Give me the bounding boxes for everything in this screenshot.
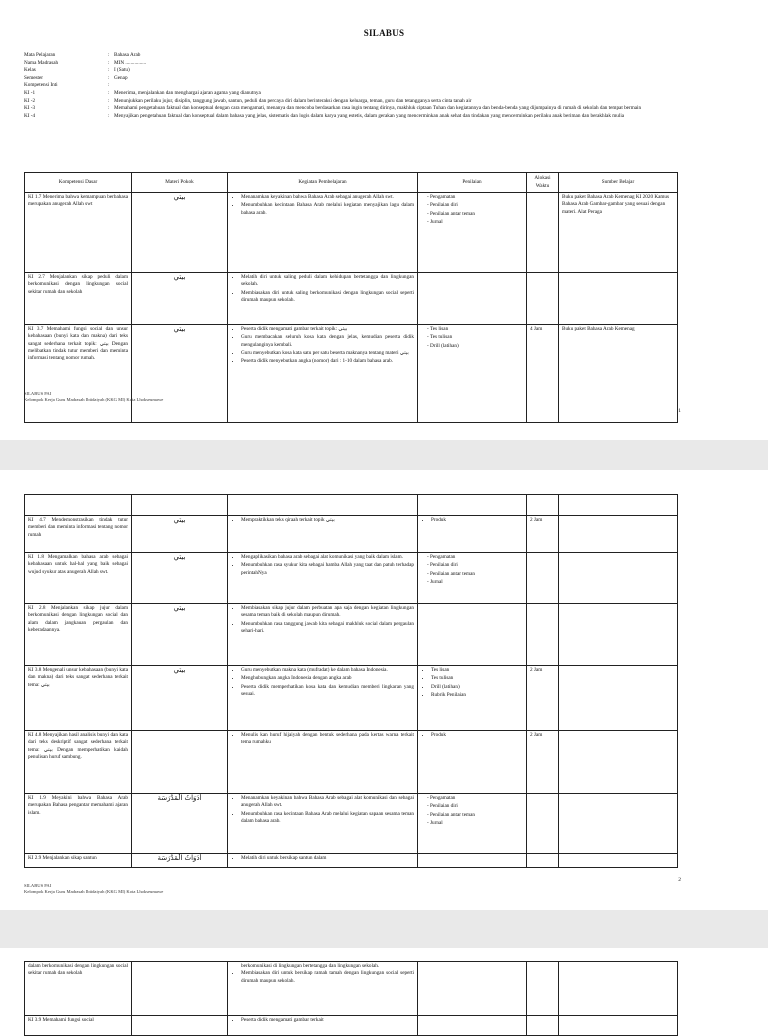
metadata-value: MIN ................	[114, 59, 147, 66]
bullet-list	[421, 667, 523, 699]
penilaian-cell	[418, 273, 527, 325]
kompetensi-dasar-cell: KI 2.7 Menjalankan sikap peduli dalam berkomunikasi dengan lingkungan social sekitar rumah dan sekolah	[25, 273, 132, 325]
bullet-list	[231, 732, 414, 747]
materi-pokok-cell: بيتي	[132, 666, 228, 731]
list-item: • Tes tulisan	[431, 675, 523, 682]
table-row	[25, 553, 678, 604]
kegiatan-pembelajaran-cell	[228, 325, 418, 423]
list-item: - Pengamatan	[427, 194, 523, 201]
page-footer	[24, 391, 163, 403]
materi-pokok-cell	[132, 962, 228, 1016]
alokasi-waktu-cell: 4 Jam	[527, 325, 559, 423]
list-item: • Peserta didik mengamati gambar terkait topik: بيتي	[241, 326, 414, 333]
materi-pokok-cell: بيتي	[132, 193, 228, 273]
list-item: • Menumbuhkan kecintaan Bahasa Arab melalui kegiatan menyajikan lagu dalam bahasa arab.	[241, 202, 414, 217]
alokasi-waktu-cell	[527, 1016, 559, 1036]
list-item: • Membiasakan diri untuk saling berkomunikasi dengan lingkungan social seperti dirumah maupun sekolah.	[241, 290, 414, 305]
bullet-list	[231, 605, 414, 635]
list-item: • Produk	[431, 517, 523, 524]
list-item: - Drill (latihan)	[427, 343, 523, 350]
bullet-list	[231, 517, 414, 524]
metadata-key: Nama Madrasah	[24, 59, 59, 66]
header-sumber-belajar: Sumber Belajar	[559, 173, 678, 193]
list-item: - Jurnal	[427, 219, 523, 226]
kegiatan-pembelajaran-cell	[228, 516, 418, 553]
list-item: • Mengaplikasikan bahasa arab sebagai alat komunikasi yang baik dalam islam.	[241, 554, 414, 561]
empty-header-row	[25, 495, 678, 516]
list-item: - Penilaian antar teman	[427, 211, 523, 218]
list-item: - Penilaian diri	[427, 803, 523, 810]
sumber-belajar-cell	[559, 516, 678, 553]
materi-pokok-cell: بيتي	[132, 604, 228, 666]
metadata-colon: :	[108, 82, 110, 89]
list-item: • Menumbuhkan rasa kecintaan Bahasa Arab melalui kegiatan sapaan sesama teman dalam bahasa arab.	[241, 811, 414, 826]
penilaian-cell	[418, 666, 527, 731]
bullet-list	[231, 855, 414, 862]
list-item: - Tes lisan	[427, 326, 523, 333]
sumber-belajar-cell	[559, 666, 678, 731]
alokasi-waktu-cell	[527, 604, 559, 666]
metadata-key: Kelas	[24, 67, 36, 74]
alokasi-waktu-cell: 2 Jam	[527, 666, 559, 731]
list-item: - Jurnal	[427, 579, 523, 586]
kompetensi-dasar-cell: KI 2.9 Menjalankan sikap santun	[25, 854, 132, 868]
penilaian-cell	[418, 794, 527, 854]
sumber-belajar-cell	[559, 962, 678, 1016]
penilaian-cell	[418, 193, 527, 273]
metadata-row	[24, 82, 744, 90]
table-row	[25, 193, 678, 273]
kegiatan-pembelajaran-cell	[228, 666, 418, 731]
document-page-3	[0, 948, 768, 1024]
kegiatan-pembelajaran-cell	[228, 273, 418, 325]
alokasi-waktu-cell	[527, 193, 559, 273]
kegiatan-pembelajaran-cell	[228, 794, 418, 854]
materi-pokok-cell	[132, 731, 228, 794]
document-page-1	[0, 0, 768, 440]
penilaian-cell	[418, 1016, 527, 1036]
kegiatan-pembelajaran-cell	[228, 553, 418, 604]
bullet-list	[421, 795, 523, 827]
penilaian-cell	[418, 553, 527, 604]
kegiatan-pembelajaran-cell	[228, 731, 418, 794]
kompetensi-dasar-cell: KI 1.8 Mengamalkan bahasa arab sebagai kebahasaan untuk hal-hal yang baik sebagai wujud syukur atas anugerah Allah swt.	[25, 553, 132, 604]
sumber-belajar-cell	[559, 553, 678, 604]
footer-title: SILABUS PAI	[24, 391, 52, 396]
list-item: • Membiasakan sikap jujur dalam perbuatan apa saja dengan kegiatan lingkungan sesama teman baik di sekolah maupun dirumah.	[241, 605, 414, 620]
kegiatan-pembelajaran-cell	[228, 193, 418, 273]
table-row	[25, 516, 678, 553]
materi-pokok-cell: بيتي	[132, 553, 228, 604]
page-separator	[0, 440, 768, 470]
kompetensi-dasar-cell: KI 1.9 Meyakini bahwa Bahasa Arab merupakan Bahasa pengantar memahami ajaran islam.	[25, 794, 132, 854]
metadata-colon: :	[108, 97, 110, 104]
page-number: 2	[678, 877, 681, 883]
list-item: • Guru menyebutkan makna kata (mufradat) ke dalam bahasa Indonesia.	[241, 667, 414, 674]
metadata-key: Kompetensi Inti	[24, 82, 58, 89]
metadata-key: KI -1	[24, 89, 36, 96]
page-number: 1	[678, 408, 681, 414]
list-item: • Rubrik Penilaian	[431, 692, 523, 699]
list-item: - Pengamatan	[427, 795, 523, 802]
bullet-list	[421, 732, 523, 739]
metadata-colon: :	[108, 67, 110, 74]
bullet-list	[231, 1017, 414, 1024]
list-item: - Penilaian antar teman	[427, 571, 523, 578]
metadata-key: KI -2	[24, 97, 36, 104]
list-item: - Jurnal	[427, 820, 523, 827]
metadata-colon: :	[108, 59, 110, 66]
header-kompetensi-dasar: Kompetensi Dasar	[25, 173, 132, 193]
list-item: • Menghubungkan angka Indonesia dengan angka arab	[241, 675, 414, 682]
alokasi-waktu-cell	[527, 794, 559, 854]
metadata-colon: :	[108, 74, 110, 81]
metadata-value	[114, 82, 744, 90]
header-materi-pokok: Materi Pokok	[132, 173, 228, 193]
metadata-colon: :	[108, 52, 110, 58]
metadata-key: Mata Pelajaran	[24, 52, 56, 58]
list-item: • Mempraktikkan teks qiraah terkait topik بيتي	[241, 517, 414, 524]
materi-pokok-cell: بيتي	[132, 325, 228, 423]
list-item: • Melatih diri untuk saling peduli dalam kehidupan bertetangga dan lingkungan sekolah.	[241, 274, 414, 289]
bullet-list	[231, 274, 414, 304]
header-kegiatan-pembelajaran: Kegiatan Pembelajaran	[228, 173, 418, 193]
list-item: • Menumbuhkan rasa tanggung jawab kita sebagai makhluk social dalam pergaulan sehari-hari.	[241, 621, 414, 636]
bullet-list	[421, 194, 523, 226]
metadata-colon: :	[108, 105, 110, 112]
footer-title: SILABUS PAI	[24, 883, 52, 888]
table-header-row	[25, 173, 678, 193]
bullet-list	[421, 326, 523, 350]
sumber-belajar-cell	[559, 794, 678, 854]
kegiatan-pembelajaran-cell	[228, 962, 418, 1016]
metadata-key: Semester	[24, 74, 44, 81]
alokasi-waktu-cell	[527, 273, 559, 325]
kompetensi-dasar-cell: KI 4.7 Mendemonstrasikan tindak tutur memberi dan meminta informasi tentang nomor rumah	[25, 516, 132, 553]
list-item: • Melatih diri untuk bersikap santun dalam	[241, 855, 414, 862]
syllabus-table-page-1	[24, 172, 678, 423]
header-penilaian: Penilaian	[418, 173, 527, 193]
list-item: • Drill (latihan)	[431, 684, 523, 691]
metadata-row	[24, 67, 744, 75]
kompetensi-dasar-cell: dalam berkomunikasi dengan lingkungan social sekitar rumah dan sekolah	[25, 962, 132, 1016]
document-title: SILABUS	[363, 28, 405, 38]
alokasi-waktu-cell: 2 Jam	[527, 516, 559, 553]
footer-organization: Kelompok Kerja Guru Madrasah Ibtidaiyah (KKG MI) Kota Lhokseumawe	[24, 397, 164, 402]
syllabus-table-page-2	[24, 494, 678, 868]
penilaian-cell	[418, 962, 527, 1016]
list-item: • Menanamkan keyakinan bahwa Bahasa Arab sebagai alat komunikasi dan sebagai anugerah Allah swt.	[241, 795, 414, 810]
alokasi-waktu-cell	[527, 854, 559, 868]
bullet-list	[231, 795, 414, 825]
kompetensi-dasar-cell: KI 4.8 Menyajikan hasil analisis bunyi dan kata dari teks deskriptif sangat sederhana terkait tema: بيتي Dengan memperhatikan kaidah penulisan huruf sambung.	[25, 731, 132, 794]
list-item: - Pengamatan	[427, 554, 523, 561]
table-row	[25, 962, 678, 1016]
bullet-list	[231, 554, 414, 577]
header-alokasi-waktu: Alokasi Waktu	[527, 173, 559, 193]
footer-organization: Kelompok Kerja Guru Madrasah Ibtidaiyah (KKG MI) Kota Lhokseumawe	[24, 889, 164, 894]
penilaian-cell	[418, 604, 527, 666]
table-row	[25, 604, 678, 666]
sumber-belajar-cell	[559, 604, 678, 666]
metadata-colon: :	[108, 89, 110, 96]
materi-pokok-cell: بيتي	[132, 516, 228, 553]
document-page-2	[0, 470, 768, 910]
metadata-row	[24, 60, 744, 68]
page-separator	[0, 910, 768, 948]
metadata-value: Bahasa Arab	[114, 52, 141, 58]
metadata-row	[24, 52, 744, 60]
materi-pokok-cell: بيتي	[132, 273, 228, 325]
list-item: • Menumbuhkan rasa syukur kita sebagai hamba Allah yang taat dan patuh terhadap perintahNya	[241, 562, 414, 577]
table-row	[25, 1016, 678, 1036]
list-item: • Guru membacakan seluruh kosa kata dengan jelas, kemudian peserta didik mengulanginya kembali.	[241, 334, 414, 349]
materi-pokok-cell: أَدَوَاتُ الْمَدْرَسَة	[132, 794, 228, 854]
metadata-value: Memahami pengetahuan faktual dan konseptual dengan cara mengamati, menanya dan mencoba berdasarkan rasa ingin tentang dirinya, makhluk ciptaan Tuhan dan kegiatannya dan benda-benda yang dijumpainya di rumah di sekolah dan tempat bermain	[114, 105, 642, 112]
list-item: • Peserta didik menyebutkan angka (nomor) dari : 1-10 dalam bahasa arab.	[241, 358, 414, 365]
list-item: - Tes tulisan	[427, 334, 523, 341]
bullet-list	[231, 326, 414, 365]
list-item: - Penilaian diri	[427, 562, 523, 569]
metadata-colon: :	[108, 112, 110, 119]
list-item: • Tes lisan	[431, 667, 523, 674]
kompetensi-dasar-cell: KI 3.9 Memahami fungsi social	[25, 1016, 132, 1036]
kompetensi-dasar-cell: KI 2.8 Menjalankan sikap jujur dalam berkomunikasi dengan lingkungan social dan alam dalam jangkauan pergaulan dan keberadaannya.	[25, 604, 132, 666]
sumber-belajar-cell: Buku paket Bahasa Arab Kemenag KI 2020 Kamus Bahasa Arab Gambar-gambar yang sesuai dengan materi. Alat Peraga	[559, 193, 678, 273]
list-item: • Peserta didik memperhatikan kosa kata dan kemudian memberi lingkaran yang sesuai.	[241, 684, 414, 699]
metadata-key: KI -4	[24, 112, 36, 119]
alokasi-waktu-cell	[527, 553, 559, 604]
kompetensi-dasar-cell: KI 3.8 Mengenali unsur kebahasaan (bunyi kata dan makna) dari teks sangat sederhana terkait tema: بيتي	[25, 666, 132, 731]
list-item: • Membiasakan diri untuk bersikap ramah tamah dengan lingkungan social seperti dirumah maupun sekolah.	[241, 970, 414, 985]
bullet-list	[421, 517, 523, 524]
metadata-row	[24, 75, 744, 83]
sumber-belajar-cell	[559, 1016, 678, 1036]
penilaian-cell	[418, 731, 527, 794]
table-row	[25, 854, 678, 868]
kegiatan-continued-text: berkomunikasi di lingkungan bertetangga dan lingkungan sekolah.	[241, 963, 380, 969]
kegiatan-pembelajaran-cell	[228, 604, 418, 666]
kegiatan-pembelajaran-cell	[228, 854, 418, 868]
bullet-list	[231, 667, 414, 698]
list-item: • Menanamkan keyakinan bahwa Bahasa Arab sebagai anugerah Allah swt.	[241, 194, 414, 201]
metadata-row	[24, 105, 744, 113]
kompetensi-dasar-cell: KI 3.7 Memahami fungsi social dan unsur kebahasaan (bunyi kata dan makna) dari teks sangat sederhana terkait topik: بيتي Dengan melibatkan tindak tutur memberi dan meminta informasi tentang nomor rumah.	[25, 325, 132, 423]
list-item: • Menulis kan huruf hijaiyah dengan bentuk sederhana pada kertas warna terkait tema rumahku	[241, 732, 414, 747]
list-item: • Peserta didik mengamati gambar terkait	[241, 1017, 414, 1024]
alokasi-waktu-cell	[527, 962, 559, 1016]
sumber-belajar-cell	[559, 273, 678, 325]
metadata-key: KI -3	[24, 105, 36, 112]
metadata-row	[24, 113, 744, 121]
list-item: • Produk	[431, 732, 523, 739]
bullet-list	[231, 194, 414, 217]
alokasi-waktu-cell: 2 Jam	[527, 731, 559, 794]
kompetensi-dasar-cell: KI 1.7 Menerima bahwa kemampuan berbahasa merupakan anugerah Allah swt	[25, 193, 132, 273]
sumber-belajar-cell: Buku paket Bahasa Arab Kemenag	[559, 325, 678, 423]
penilaian-cell	[418, 854, 527, 868]
page-footer	[24, 883, 163, 895]
penilaian-cell	[418, 516, 527, 553]
sumber-belajar-cell	[559, 854, 678, 868]
syllabus-table-page-3	[24, 961, 678, 1036]
table-row	[25, 666, 678, 731]
list-item: • Guru menyebutkan kosa kata satu per satu beserta maknanya tentang materi بيتي	[241, 350, 414, 357]
kegiatan-pembelajaran-cell	[228, 1016, 418, 1036]
table-row	[25, 731, 678, 794]
materi-pokok-cell: أَدَوَاتُ الْمَدْرَسَة	[132, 854, 228, 868]
bullet-list	[421, 554, 523, 586]
metadata-row	[24, 90, 744, 98]
table-row	[25, 794, 678, 854]
list-item: - Penilaian diri	[427, 202, 523, 209]
metadata-value: Menunjukkan perilaku jujur, disiplin, tanggung jawab, santun, peduli dan percaya diri dalam berinteraksi dengan keluarga, teman, guru dan tetangganya serta cinta tanah air	[114, 97, 472, 104]
materi-pokok-cell	[132, 1016, 228, 1036]
metadata-value: Menyajikan pengetahuan faktual dan konseptual dalam bahasa yang jelas, sistematis dan logis dalam karya yang estetis, dalam gerakan yang mencerminkan anak sehat dan tindakan yang mencerminkan perilaku anak beriman dan berakhlak mulia	[114, 112, 625, 119]
table-row	[25, 325, 678, 423]
metadata-value: Menerima, menjalankan dan menghargai ajaran agama yang dianutnya	[114, 89, 261, 96]
syllabus-metadata	[24, 52, 744, 120]
bullet-list	[231, 970, 414, 985]
penilaian-cell	[418, 325, 527, 423]
table-row	[25, 273, 678, 325]
list-item: - Penilaian antar teman	[427, 812, 523, 819]
metadata-value: I (Satu)	[114, 67, 130, 74]
metadata-value: Genap	[114, 74, 128, 81]
sumber-belajar-cell	[559, 731, 678, 794]
